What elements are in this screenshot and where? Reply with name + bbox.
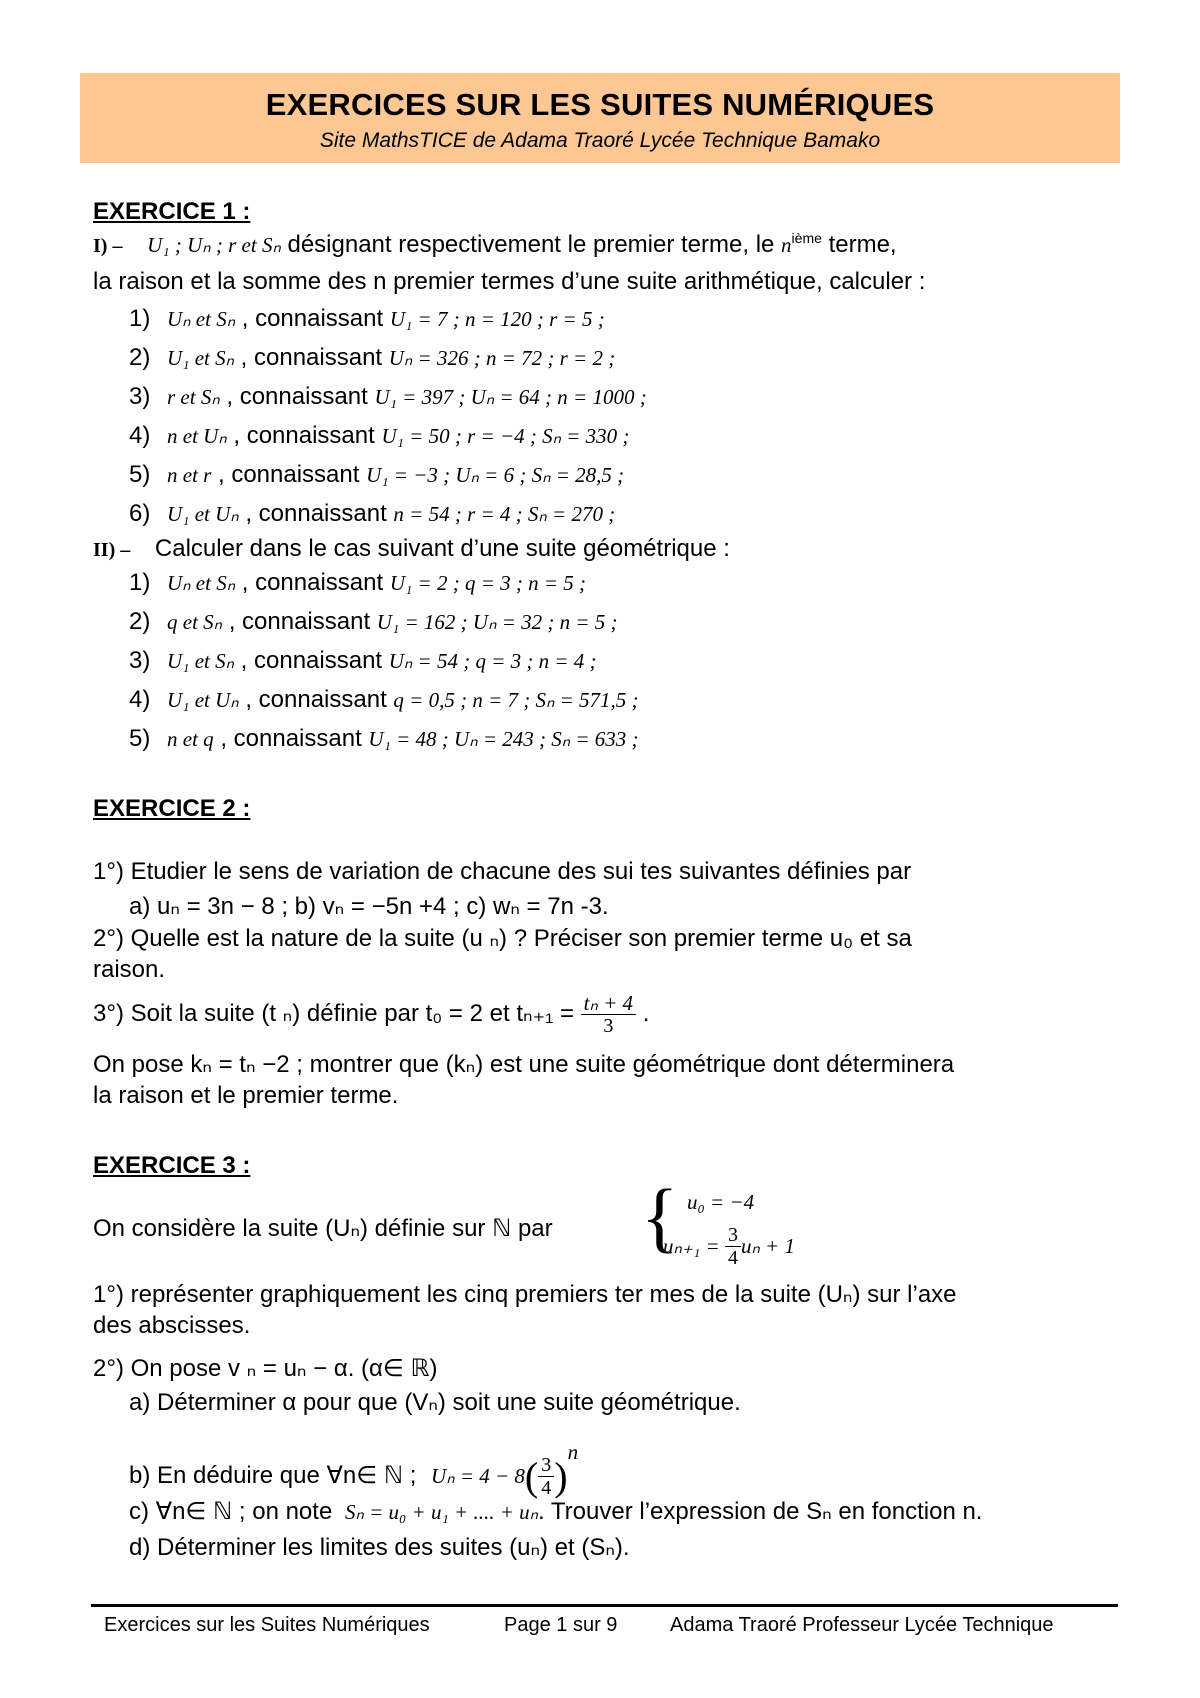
exercise2-q4-cont: la raison et le premier terme. [93, 1082, 399, 1109]
document-title: EXERCICES SUR LES SUITES NUMÉRIQUES [265, 87, 935, 122]
footer-left: Exercices sur les Suites Numériques [104, 1614, 430, 1636]
item-number: 3) [129, 647, 151, 674]
exercise2-q3 [93, 992, 649, 1037]
item-number: 2) [129, 344, 151, 371]
exercise3-q2b [129, 1440, 578, 1500]
exercise1-part1-line1 [93, 230, 897, 259]
item-connaissant: , connaissant [226, 383, 368, 410]
part1-text: désignant respectivement le premier terme, le [280, 231, 782, 258]
item-connaissant: , connaissant [228, 608, 371, 635]
exercise3-intro: On considère la suite (Uₙ) définie sur ℕ par [93, 1215, 553, 1242]
exercise3-heading: EXERCICE 3 : [93, 1152, 251, 1179]
exercise3-q2d: d) Déterminer les limites des suites (uₙ) et (Sₙ). [129, 1534, 630, 1561]
part1-vars: U₁ ; Uₙ ; r et Sₙ [147, 233, 281, 257]
item-known: q = 0,5 ; n = 7 ; Sₙ = 571,5 ; [393, 688, 639, 712]
item-known: U₁ = 162 ; Uₙ = 32 ; n = 5 ; [376, 610, 618, 634]
item-connaissant: , connaissant [220, 725, 362, 752]
fraction-numerator: 3 [725, 1224, 741, 1247]
part2-text: Calculer dans le cas suivant d’une suite géométrique : [154, 535, 730, 562]
item-number: 4) [129, 422, 151, 449]
item-unknowns: U₁ et Uₙ [167, 688, 239, 712]
item-number: 4) [129, 686, 151, 713]
item-known: U₁ = 397 ; Uₙ = 64 ; n = 1000 ; [374, 385, 647, 409]
item-number: 1) [129, 569, 151, 596]
fraction-denominator: 4 [727, 1247, 738, 1269]
exercise3-q1: 1°) représenter graphiquement les cinq premiers ter mes de la suite (Uₙ) sur l’axe [93, 1281, 957, 1308]
exercise1-part2-line [93, 535, 730, 563]
system-fraction [725, 1224, 741, 1269]
item-connaissant: , connaissant [245, 686, 387, 713]
item-unknowns: U₁ et Sₙ [167, 649, 234, 673]
q2c-end: . Trouver l’expression de Sₙ en fonction n. [538, 1498, 983, 1525]
item-unknowns: Uₙ et Sₙ [167, 307, 236, 331]
system-lhs: uₙ₊₁ = [663, 1233, 725, 1258]
exercise3-q1-cont: des abscisses. [93, 1312, 251, 1339]
item-unknowns: n et r [167, 463, 212, 487]
item-unknowns: Uₙ et Sₙ [167, 571, 236, 595]
item-number: 2) [129, 608, 151, 635]
exercise1-part1-line2: la raison et la somme des n premier termes d’une suite arithmétique, calculer : [93, 268, 926, 295]
item-number: 5) [129, 461, 151, 488]
geo-item [129, 608, 618, 636]
footer-right: Adama Traoré Professeur Lycée Technique [670, 1614, 1054, 1636]
item-unknowns: n et q [167, 727, 214, 751]
exercise2-q2: 2°) Quelle est la nature de la suite (u ₙ) ? Préciser son premier terme u₀ et sa [93, 925, 912, 952]
item-unknowns: U₁ et Uₙ [167, 502, 239, 526]
arith-item [129, 383, 647, 411]
arith-item [129, 461, 624, 489]
exercise3-q2: 2°) On pose v ₙ = uₙ − α. (α∈ ℝ) [93, 1355, 438, 1382]
item-unknowns: U₁ et Sₙ [167, 346, 234, 370]
fraction-denominator: 3 [603, 1015, 614, 1037]
item-connaissant: , connaissant [240, 647, 383, 674]
system-line1: u₀ = −4 [687, 1190, 755, 1214]
paren-open: ( [524, 1454, 539, 1500]
arith-item [129, 500, 615, 528]
q2b-fraction [538, 1454, 554, 1499]
part1-sup: ième [791, 230, 822, 246]
exercise2-q1: 1°) Etudier le sens de variation de chacune des sui tes suivantes définies par [93, 858, 912, 885]
item-known: U₁ = 7 ; n = 120 ; r = 5 ; [389, 307, 605, 331]
geo-item [129, 647, 597, 675]
item-unknowns: n et Uₙ [167, 424, 227, 448]
item-known: U₁ = −3 ; Uₙ = 6 ; Sₙ = 28,5 ; [366, 463, 625, 487]
exercise2-q4: On pose kₙ = tₙ −2 ; montrer que (kₙ) est une suite géométrique dont déterminera [93, 1051, 955, 1078]
arith-item [129, 344, 615, 372]
item-number: 5) [129, 725, 151, 752]
item-number: 1) [129, 305, 151, 332]
geo-item [129, 569, 586, 597]
q2c-formula: Sₙ = u₀ + u₁ + .... + uₙ [344, 1500, 538, 1524]
part1-nieme: n [781, 233, 792, 257]
q2b-text: b) En déduire que ∀n∈ ℕ ; [129, 1462, 417, 1489]
item-unknowns: r et Sₙ [167, 385, 220, 409]
exercise3-q2c [129, 1497, 982, 1526]
q3-end: . [636, 999, 650, 1027]
item-number: 6) [129, 500, 151, 527]
item-connaissant: , connaissant [233, 422, 375, 449]
q3-text: 3°) Soit la suite (t ₙ) définie par t₀ = 2 et tₙ₊₁ = [93, 999, 581, 1027]
item-connaissant: , connaissant [218, 461, 360, 488]
item-connaissant: , connaissant [240, 344, 383, 371]
item-connaissant: , connaissant [241, 305, 384, 332]
q3-fraction [581, 992, 636, 1037]
part2-label: II) – [93, 539, 131, 561]
part1-end: terme, [821, 231, 897, 258]
fraction-denominator: 4 [541, 1477, 552, 1500]
item-known: n = 54 ; r = 4 ; Sₙ = 270 ; [393, 502, 616, 526]
item-known: U₁ = 50 ; r = −4 ; Sₙ = 330 ; [381, 424, 630, 448]
arith-item [129, 422, 629, 450]
item-known: U₁ = 48 ; Uₙ = 243 ; Sₙ = 633 ; [368, 727, 639, 751]
item-known: Uₙ = 54 ; q = 3 ; n = 4 ; [388, 649, 597, 673]
item-unknowns: q et Sₙ [167, 610, 223, 634]
part1-label: I) – [93, 235, 123, 257]
item-known: U₁ = 2 ; q = 3 ; n = 5 ; [389, 571, 587, 595]
geo-item [129, 686, 639, 714]
footer-divider [91, 1604, 1118, 1607]
q2c-text: c) ∀n∈ ℕ ; on note [129, 1498, 333, 1525]
document-subtitle: Site MathsTICE de Adama Traoré Lycée Technique Bamako [319, 129, 881, 152]
exercise2-q1-items: a) uₙ = 3n − 8 ; b) vₙ = −5n +4 ; c) wₙ = 7n -3. [129, 893, 609, 920]
exercise1-heading: EXERCICE 1 : [93, 198, 251, 225]
fraction-numerator: tₙ + 4 [581, 992, 636, 1015]
exercise2-heading: EXERCICE 2 : [93, 795, 251, 822]
exercise3-q2a: a) Déterminer α pour que (Vₙ) soit une suite géométrique. [129, 1389, 741, 1416]
item-connaissant: , connaissant [245, 500, 387, 527]
footer-page-number: Page 1 sur 9 [504, 1614, 618, 1636]
exercise2-q2-cont: raison. [93, 956, 166, 983]
q2b-formula: Uₙ = 4 − 8 [431, 1464, 525, 1488]
paren-close: ) [554, 1454, 568, 1500]
item-number: 3) [129, 383, 151, 410]
system-brace: { [641, 1173, 679, 1260]
arith-item [129, 305, 605, 333]
item-connaissant: , connaissant [241, 569, 384, 596]
geo-item [129, 725, 639, 753]
q2b-exponent: n [567, 1440, 579, 1464]
title-banner [80, 73, 1120, 163]
fraction-numerator: 3 [538, 1454, 554, 1477]
system-rhs: uₙ + 1 [740, 1233, 795, 1258]
item-known: Uₙ = 326 ; n = 72 ; r = 2 ; [388, 346, 616, 370]
system-line2 [663, 1224, 795, 1269]
